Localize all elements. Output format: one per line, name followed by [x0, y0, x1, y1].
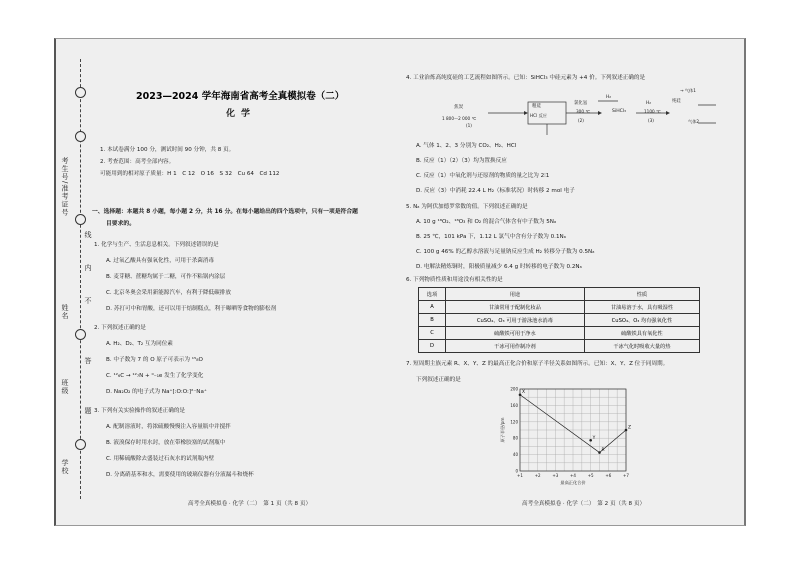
flow-box-label: 粗硅	[532, 104, 542, 109]
q7-chart	[496, 383, 636, 493]
question-stem: 3. 下列有关实验操作的叙述正确的是	[94, 408, 186, 414]
x-tick-label: +4	[570, 473, 576, 478]
flow-raw: 焦炭	[454, 105, 464, 110]
exam-sheet	[54, 38, 746, 526]
flow-diagram	[458, 93, 746, 141]
binding-hole	[75, 329, 86, 340]
table-cell: CuSO₄、O₃ 可用于游泳池水消毒	[446, 314, 585, 327]
question-stem: 6. 下列物质性质和用途没有相关性的是	[406, 277, 503, 283]
flow-h2-arrow: H₂	[646, 101, 652, 106]
data-point	[589, 439, 592, 442]
question-option[interactable]: B. 反应（1）（2）（3）均为置换反应	[416, 158, 507, 164]
data-point	[598, 451, 601, 454]
note-line: 1. 本试卷满分 100 分，测试时间 90 分钟，共 8 页。	[100, 147, 235, 153]
question-option[interactable]: C. 100 g 46% 的乙醇水溶液与足量钠反应生成 H₂ 转移分子数为 0.5Nₐ	[416, 249, 595, 255]
question-stem: 1. 化学与生产、生活息息相关。下列叙述错误的是	[94, 242, 219, 248]
table-row	[419, 301, 700, 314]
data-point	[625, 429, 628, 432]
flow-step: (3)	[648, 118, 654, 123]
binding-hole	[75, 214, 86, 225]
question-stem: 7. 短周期主族元素 R、X、Y、Z 的最高正化合价和原子半径关系如图所示。已知：X、Y、Z 位于同周期。	[406, 361, 669, 367]
question-option[interactable]: B. 25 ℃，101 kPa 下，1.12 L 氯气中含有分子数为 0.1Nₐ	[416, 234, 566, 240]
school-field[interactable]: 学校	[61, 459, 69, 475]
exam-number-field[interactable]: 考生号/准考证号	[61, 157, 69, 217]
question-option[interactable]: C. 用稀硫酸除去盛装过石灰水的试剂瓶内壁	[106, 456, 215, 462]
table-header: 性质	[584, 288, 699, 301]
y-axis-label: 原子半径/pm	[500, 417, 505, 443]
name-field[interactable]: 姓名	[61, 304, 69, 320]
x-tick-label: +1	[517, 473, 523, 478]
question-option[interactable]: B. 麦芽糖、蔗糖均属于二糖，可作不粘锅内涂层	[106, 274, 226, 280]
page-footer: 高考全真模拟卷 · 化学（二） 第 1 页（共 8 页）	[188, 501, 312, 507]
question-option[interactable]: B. 液溴保存时用水封，放在带橡胶塞的试剂瓶中	[106, 440, 226, 446]
question-option[interactable]: D. 苏打可中和胃酸，还可以用于焙制糕点，利于曝晒等食物的膨松剂	[106, 306, 277, 312]
binding-hole	[75, 439, 86, 450]
point-label: R	[601, 448, 605, 454]
question-stem: 下列叙述正确的是	[416, 377, 461, 383]
x-axis-label: 最高正化合价	[560, 480, 586, 485]
note-line: 可能用到的相对原子质量：H 1 C 12 O 16 S 32 Cu 64 Cd 112	[100, 171, 280, 177]
flow-out: → 气体1	[680, 88, 696, 93]
table-cell: B	[419, 314, 446, 327]
section-intro: 目要求的。	[106, 221, 135, 227]
table-header: 用途	[446, 288, 585, 301]
table-cell: 硫酸铁可用于净水	[446, 327, 585, 340]
y-tick-label: 120	[510, 419, 518, 425]
q6-table	[418, 287, 700, 353]
y-tick-label: 0	[515, 468, 518, 474]
question-option[interactable]: D. Na₂O₂ 的电子式为 Na⁺[:O:O:]²⁻Na⁺	[106, 389, 207, 395]
table-cell: CuSO₄、O₃ 均有强氧化性	[584, 314, 699, 327]
table-cell: 甘油常用于配制化妆品	[446, 301, 585, 314]
flow-condition: 1 800～2 000 ℃	[442, 116, 477, 121]
section-intro: 一、选择题：本题共 8 小题，每小题 2 分，共 16 分。在每小题给出的四个选项中，只有一项是符合题	[92, 209, 358, 215]
table-cell: C	[419, 327, 446, 340]
question-stem: 5. Nₐ 为阿伏加德罗常数的值。下列叙述正确的是	[406, 204, 528, 210]
question-option[interactable]: D. 分离硝基苯和水，需要使用的玻璃仪器有分液漏斗和烧杯	[106, 472, 254, 478]
question-option[interactable]: C. 反应（1）中氧化剂与还原剂的物质的量之比为 2∶1	[416, 173, 550, 179]
table-header: 选项	[419, 288, 446, 301]
x-tick-label: +2	[534, 473, 541, 478]
table-cell: A	[419, 301, 446, 314]
point-label: Y	[592, 435, 596, 441]
question-option[interactable]: C. 北京冬奥会采用新能源汽车，有利于降低碳排放	[106, 290, 231, 296]
question-option[interactable]: A. 10 g ¹⁸O₂、¹⁸O₃ 和 O₂ 的混合气体含有中子数为 5Nₐ	[416, 219, 557, 225]
point-label: X	[522, 390, 526, 396]
seal-char: 答	[84, 357, 92, 365]
question-option[interactable]: A. H₂、D₂、T₂ 互为同位素	[106, 341, 173, 347]
y-tick-label: 40	[512, 452, 518, 458]
table-cell: 硫酸铁具有氧化性	[584, 327, 699, 340]
flow-temp: 1100 ℃	[644, 109, 661, 114]
flow-temp: 300 ℃	[576, 109, 591, 114]
flow-step: (1)	[466, 123, 472, 128]
question-option[interactable]: C. ¹²₆C → ¹²₇N + ⁰₋₁e 发生了化学变化	[106, 373, 204, 379]
x-tick-label: +6	[605, 473, 612, 478]
table-cell: 干冰气化时吸收大量的热	[584, 340, 699, 353]
y-tick-label: 200	[510, 386, 518, 392]
flow-out: 气体2	[688, 119, 700, 124]
seal-line	[80, 59, 81, 499]
binding-hole	[75, 87, 86, 98]
table-cell: 甘油易溶于水，具有吸湿性	[584, 301, 699, 314]
table-cell: D	[419, 340, 446, 353]
table-row	[419, 327, 700, 340]
question-option[interactable]: A. 配制溶液时，将浓硫酸慢慢注入容量瓶中并搅拌	[106, 424, 231, 430]
binding-strip	[56, 39, 90, 525]
x-tick-label: +5	[587, 473, 594, 478]
class-field[interactable]: 班级	[61, 379, 69, 395]
exam-title: 2023—2024 学年海南省高考全真模拟卷（二）	[136, 91, 345, 102]
table-cell: 干冰可用作制冷剂	[446, 340, 585, 353]
subject-title: 化学	[226, 109, 257, 119]
flow-box-sub: HCl 反应	[530, 113, 547, 118]
flow-gas: 氯化氢	[574, 101, 588, 106]
y-tick-label: 80	[512, 435, 518, 441]
page-footer: 高考全真模拟卷 · 化学（二） 第 2 页（共 8 页）	[522, 501, 646, 507]
seal-char: 题	[84, 407, 92, 415]
data-point	[519, 393, 522, 396]
note-line: 2. 考查范围：高考全部内容。	[100, 159, 175, 165]
question-option[interactable]: A. 过氧乙酸具有强氧化性，可用于杀菌消毒	[106, 258, 214, 264]
flow-step: (2)	[578, 118, 584, 123]
flow-h2: H₂	[606, 95, 612, 100]
flow-intermediate: SiHCl₃	[612, 109, 626, 114]
question-stem: 2. 下列叙述正确的是	[94, 325, 146, 331]
question-option[interactable]: D. 反应（3）中消耗 22.4 L H₂（标准状况）时转移 2 mol 电子	[416, 188, 575, 194]
point-label: Z	[628, 425, 632, 431]
table-row	[419, 340, 700, 353]
left-page	[92, 39, 392, 525]
x-tick-label: +3	[552, 473, 559, 478]
seal-char: 内	[84, 264, 92, 272]
question-stem: 4. 工业治炼高纯度硅的工艺流程如图所示。已知：SiHCl₃ 中硅元素为 +4 价。下列叙述正确的是	[406, 75, 646, 81]
flow-product: 纯硅	[672, 99, 681, 104]
y-tick-label: 160	[510, 402, 518, 408]
question-option[interactable]: A. 气体 1、2、3 分别为 CO₂、H₂、HCl	[416, 143, 517, 149]
question-option[interactable]: D. 电解法精炼铜时，阳极质量减少 6.4 g 时转移的电子数为 0.2Nₐ	[416, 264, 582, 270]
question-option[interactable]: B. 中子数为 7 的 O 原子可表示为 ¹⁵₈O	[106, 357, 203, 363]
binding-hole	[75, 131, 86, 142]
table-row	[419, 314, 700, 327]
seal-char: 线	[84, 231, 92, 239]
x-tick-label: +7	[623, 473, 629, 478]
seal-char: 不	[84, 297, 92, 305]
